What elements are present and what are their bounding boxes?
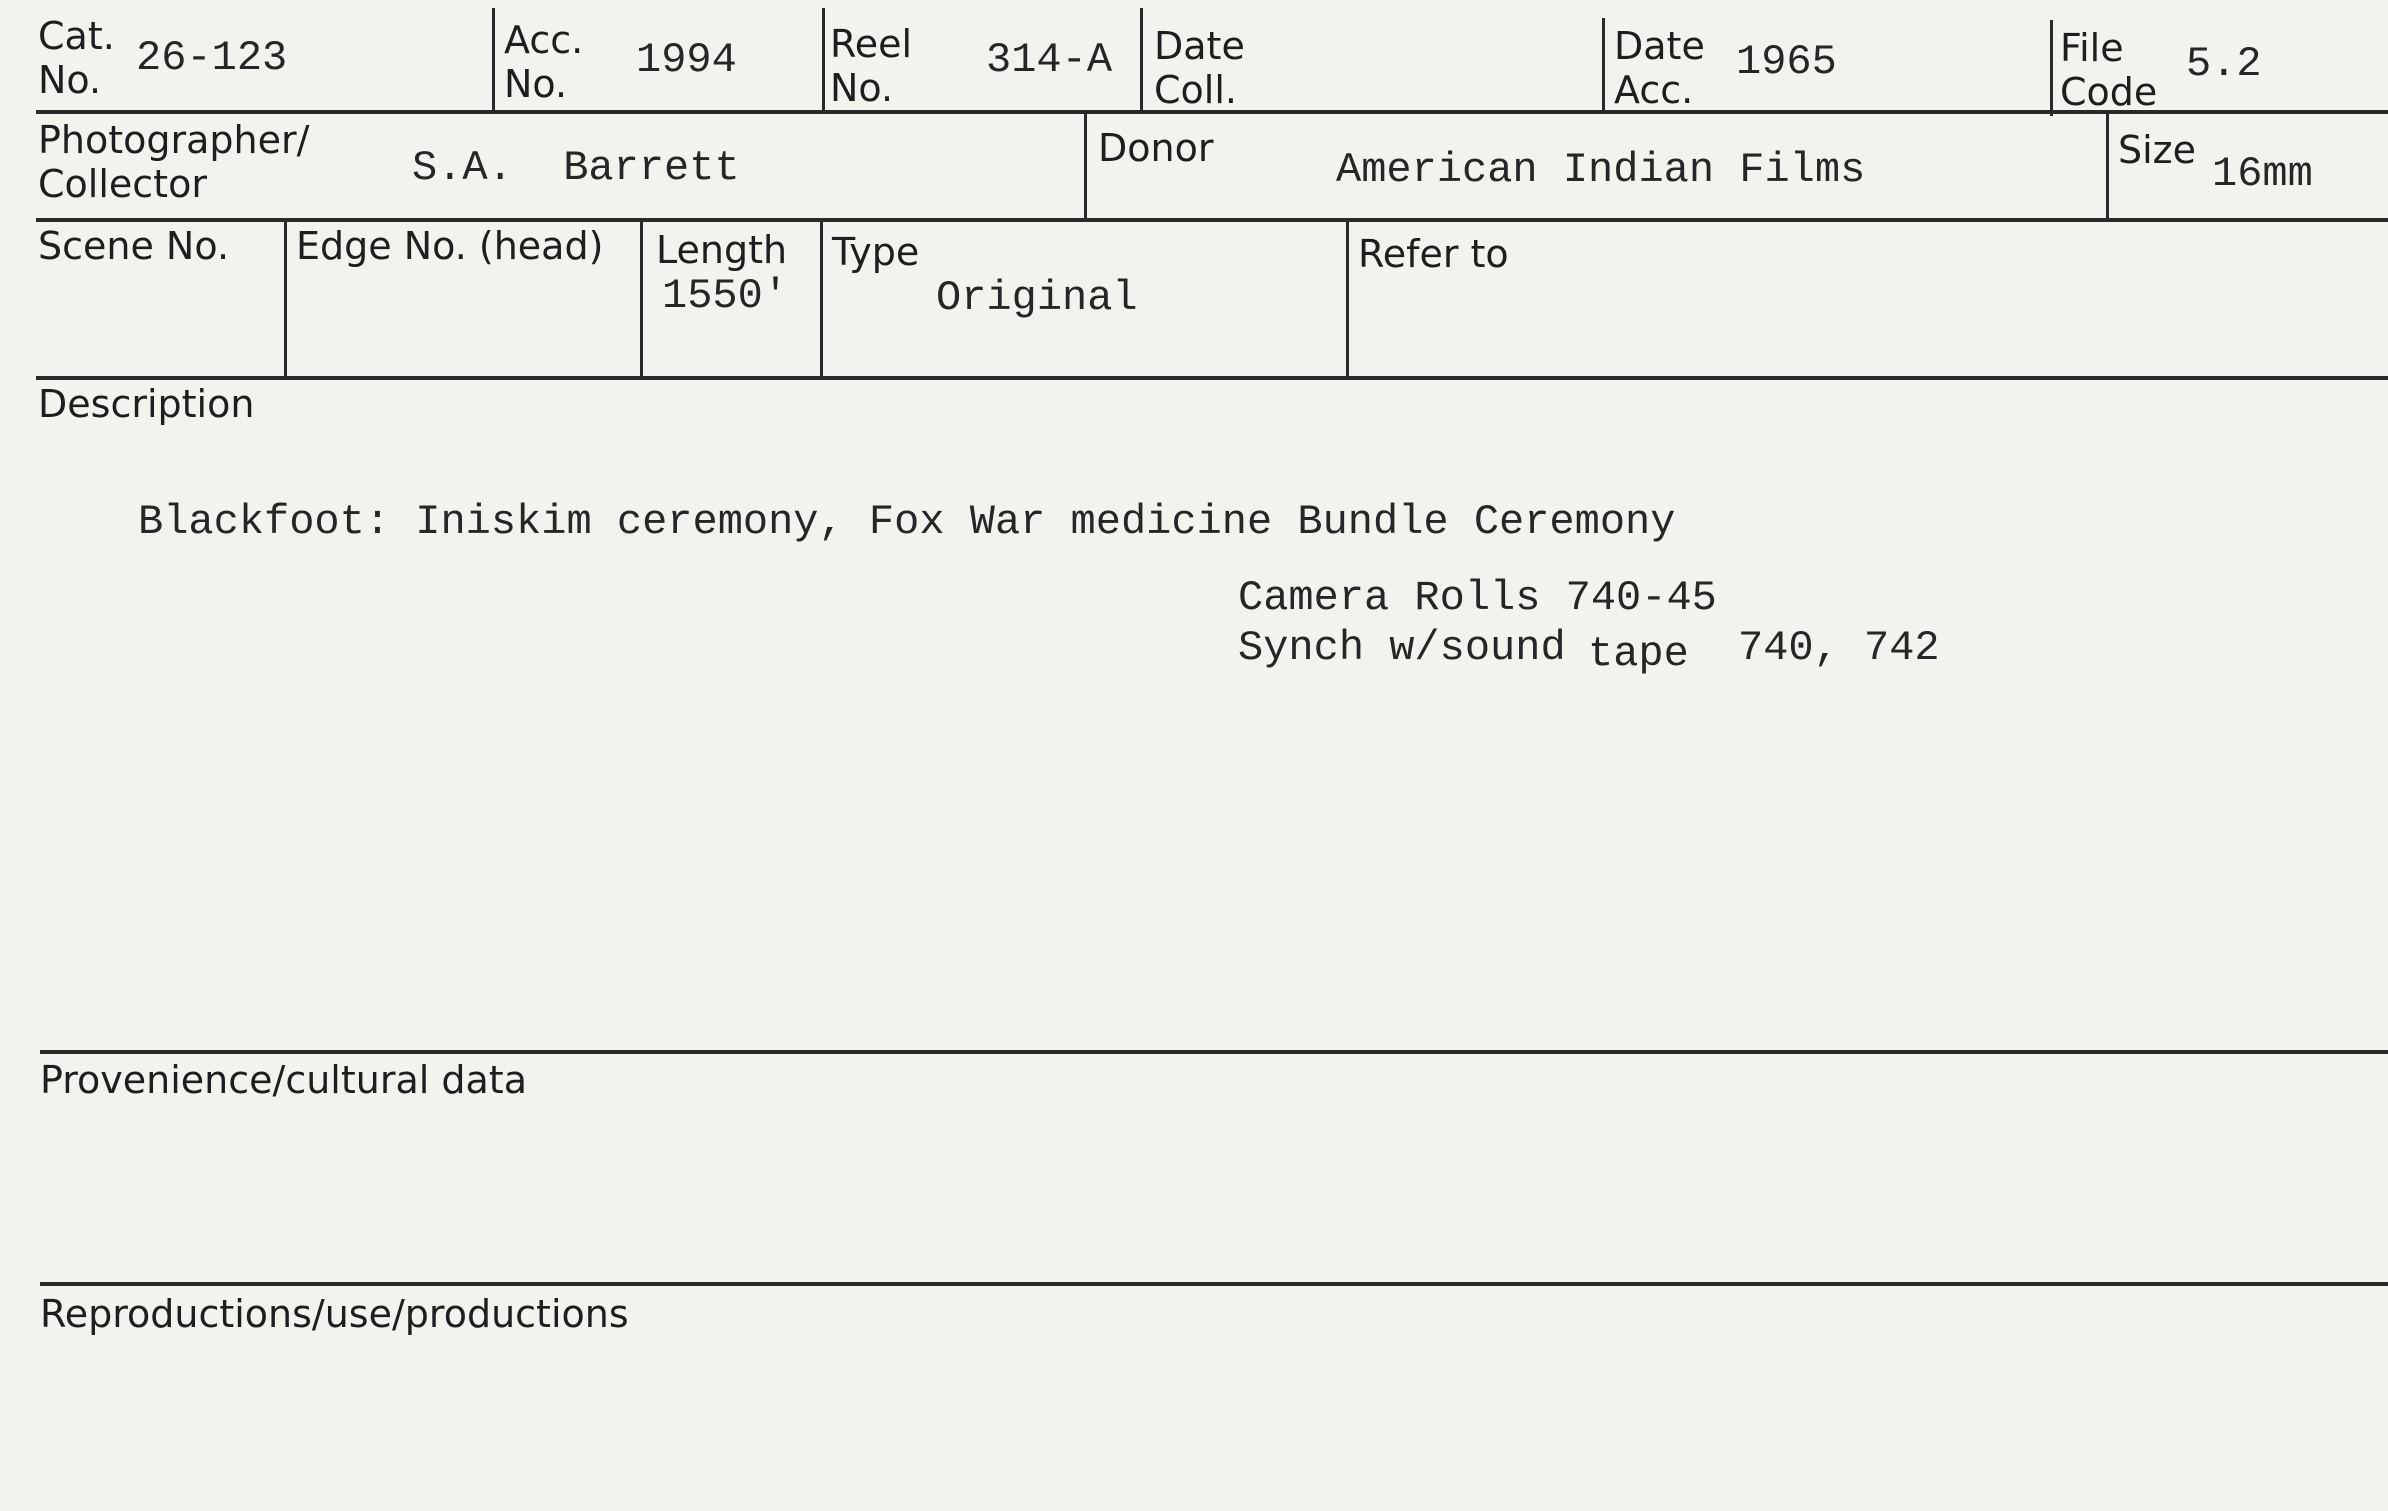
file-code-value: 5.2	[2186, 40, 2262, 88]
divider	[492, 8, 495, 112]
file-code-label: File Code	[2060, 26, 2158, 114]
reel-no-label: Reel No.	[830, 22, 913, 110]
cat-no-value: 26-123	[136, 34, 288, 82]
size-label: Size	[2118, 128, 2197, 172]
donor-value: American Indian Films	[1336, 146, 1866, 194]
divider	[822, 8, 825, 112]
reproductions-label: Reproductions/use/productions	[40, 1292, 629, 1336]
description-label: Description	[38, 382, 255, 426]
edge-no-label: Edge No. (head)	[296, 224, 604, 268]
divider	[1602, 18, 1605, 114]
divider	[284, 220, 287, 376]
size-value: 16mm	[2212, 150, 2313, 198]
row3-bottom-line	[36, 376, 2388, 380]
divider	[820, 222, 823, 378]
type-value: Original	[936, 274, 1138, 322]
length-label: Length	[656, 228, 788, 272]
reel-no-value: 314-A	[986, 36, 1113, 84]
date-acc-value: 1965	[1736, 38, 1837, 86]
donor-label: Donor	[1098, 126, 1214, 170]
length-value: 1550'	[662, 272, 789, 320]
type-label: Type	[832, 230, 920, 274]
row2-bottom-line	[36, 218, 2388, 222]
scene-no-label: Scene No.	[38, 224, 230, 268]
provenience-label: Provenience/cultural data	[40, 1058, 527, 1102]
description-line-3c: 740, 742	[1738, 624, 1940, 672]
photographer-value: S.A. Barrett	[412, 144, 740, 192]
description-line-3a: Synch w/sound	[1238, 624, 1566, 672]
description-line-2: Camera Rolls 740-45	[1238, 574, 1717, 622]
photographer-collector-label: Photographer/ Collector	[38, 118, 310, 206]
description-line-1: Blackfoot: Iniskim ceremony, Fox War medicine Bundle Ceremony	[138, 498, 1676, 546]
date-coll-label: Date Coll.	[1154, 24, 1245, 112]
reproductions-top-line	[40, 1282, 2388, 1286]
divider	[2050, 20, 2053, 116]
divider	[1140, 8, 1143, 112]
divider	[2106, 114, 2109, 222]
acc-no-label: Acc. No.	[504, 18, 584, 106]
divider	[640, 220, 643, 376]
divider	[1346, 222, 1349, 380]
date-acc-label: Date Acc.	[1614, 24, 1705, 112]
refer-to-label: Refer to	[1358, 232, 1509, 276]
divider	[1084, 112, 1087, 220]
provenience-top-line	[40, 1050, 2388, 1054]
acc-no-value: 1994	[636, 36, 737, 84]
description-line-3b: tape	[1588, 630, 1689, 678]
cat-no-label: Cat. No.	[38, 14, 115, 102]
